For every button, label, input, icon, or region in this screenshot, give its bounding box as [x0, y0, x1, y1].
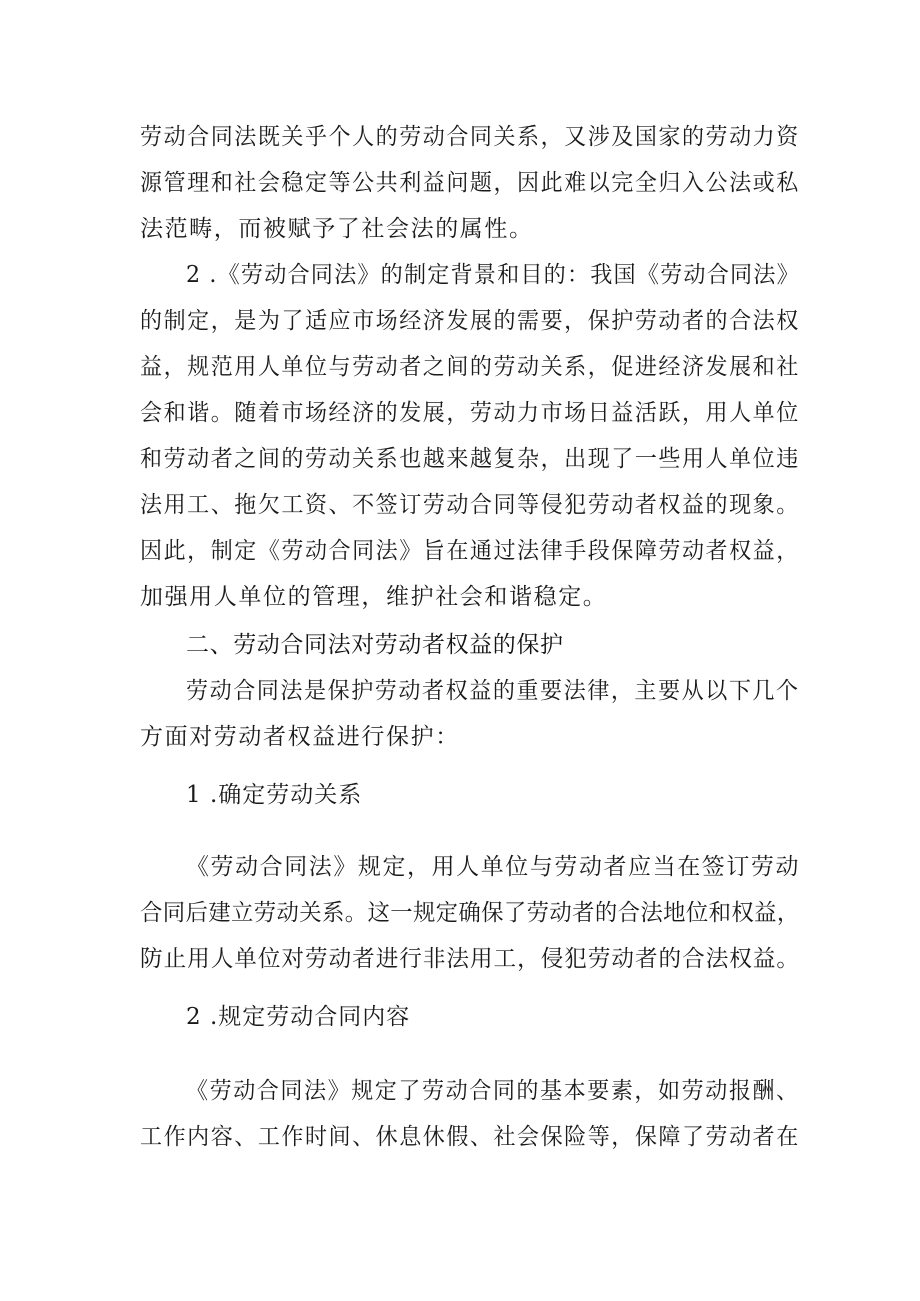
text-line: 和劳动者之间的劳动关系也越来越复杂，出现了一些用人单位违	[140, 446, 800, 472]
text-line: 工作内容、工作时间、休息休假、社会保险等，保障了劳动者在	[140, 1124, 800, 1150]
text-line: 劳动合同法既关乎个人的劳动合同关系，又涉及国家的劳动力资	[140, 124, 800, 150]
text-line: 加强用人单位的管理，维护社会和谐稳定。	[140, 584, 608, 610]
text-line: 益，规范用人单位与劳动者之间的劳动关系，促进经济发展和社	[140, 354, 800, 380]
text-line: 源管理和社会稳定等公共利益问题，因此难以完全归入公法或私	[140, 170, 800, 196]
text-line: 2 .《劳动合同法》的制定背景和目的：我国《劳动合同法》	[186, 262, 800, 288]
text-line: 法用工、拖欠工资、不签订劳动合同等侵犯劳动者权益的现象。	[140, 492, 800, 518]
text-line: 合同后建立劳动关系。这一规定确保了劳动者的合法地位和权益，	[140, 900, 800, 926]
item-title: 1 .确定劳动关系	[186, 782, 363, 808]
text-line: 劳动合同法是保护劳动者权益的重要法律，主要从以下几个	[186, 678, 800, 704]
text-line: 的制定，是为了适应市场经济发展的需要，保护劳动者的合法权	[140, 308, 800, 334]
item-title: 2 .规定劳动合同内容	[186, 1004, 411, 1030]
text-line: 方面对劳动者权益进行保护：	[140, 724, 460, 750]
text-line: 《劳动合同法》规定，用人单位与劳动者应当在签订劳动	[186, 854, 801, 880]
text-line: 防止用人单位对劳动者进行非法用工，侵犯劳动者的合法权益。	[140, 946, 800, 972]
text-line: 《劳动合同法》规定了劳动合同的基本要素，如劳动报酬、	[186, 1078, 800, 1104]
section-heading: 二、劳动合同法对劳动者权益的保护	[186, 632, 564, 658]
text-line: 会和谐。随着市场经济的发展，劳动力市场日益活跃，用人单位	[140, 400, 800, 426]
text-line: 因此，制定《劳动合同法》旨在通过法律手段保障劳动者权益，	[140, 538, 800, 564]
text-line: 法范畴，而被赋予了社会法的属性。	[140, 216, 534, 242]
